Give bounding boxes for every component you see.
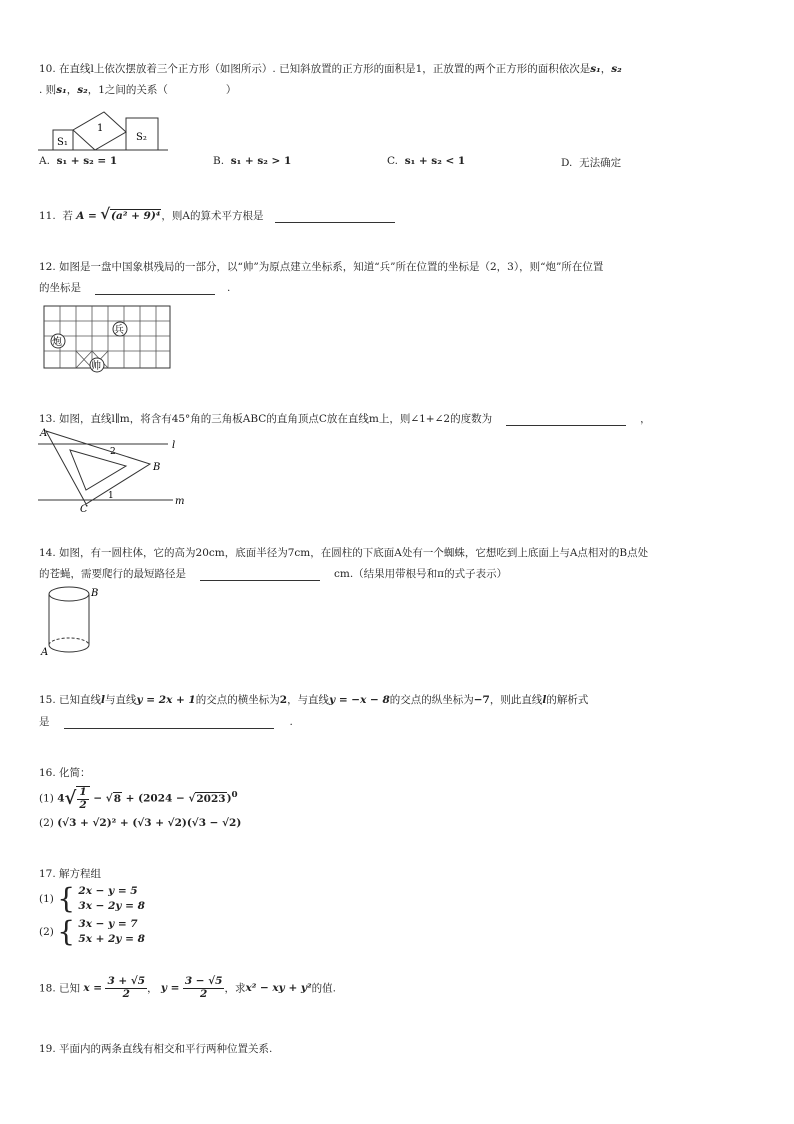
q17-title: 17. 解方程组 xyxy=(39,868,102,880)
q10-option-c: C. s₁ + s₂ < 1 xyxy=(387,155,466,167)
q11: 11. 若 A = √(a² + 9)⁴，则A的算术平方根是 xyxy=(39,205,395,223)
q15-line2: 是 . xyxy=(39,716,293,728)
q10-option-d: D. 无法确定 xyxy=(561,157,622,169)
label-l: l xyxy=(172,440,176,451)
q19: 19. 平面内的两条直线有相交和平行两种位置关系. xyxy=(39,1043,273,1055)
q15-line1: 15. 已知直线l与直线y = 2x + 1的交点的横坐标为2，与直线y = −x − 8的交点的纵坐标为−7，则此直线l的解析式 xyxy=(39,694,589,706)
q10-option-a: A. s₁ + s₂ = 1 xyxy=(39,155,118,167)
q16-title: 16. 化简： xyxy=(39,767,91,779)
label-m: m xyxy=(175,496,185,507)
label-b: B xyxy=(91,588,99,599)
q16-part2: (2) (√3 + √2)² + (√3 + √2)(√3 − √2) xyxy=(39,817,242,829)
label-s1: S₁ xyxy=(57,137,68,148)
label-s2: S₂ xyxy=(136,132,147,143)
label-c: C xyxy=(80,504,88,515)
q18: 18. 已知 x = $\frac{3 + √5}{2}$ ， y = $\frac{3 - √5}{2}$ ，求x² − xy + y²的值. xyxy=(39,975,336,1000)
q17-part2: (2) { 3x − y = 7 5x + 2y = 8 xyxy=(39,915,145,949)
q10-line1: 10. 在直线l上依次摆放着三个正方形（如图所示）. 已知斜放置的正方形的面积是1，正放置的两个正方形的面积依次是s₁，s₂ xyxy=(39,63,622,75)
q14-line2: 的苍蝇，需要爬行的最短路径是 cm.（结果用带根号和π的式子表示） xyxy=(39,568,508,580)
q17-part1: (1) { 2x − y = 5 3x − 2y = 8 xyxy=(39,882,145,916)
q10-line2: . 则s₁，s₂，1之间的关系（ ） xyxy=(39,84,237,96)
label-angle1: 1 xyxy=(108,491,114,501)
q10-squares-figure xyxy=(38,100,168,152)
q14-cylinder-figure xyxy=(38,582,108,660)
piece-pao: 炮 xyxy=(52,337,62,348)
label-b: B xyxy=(153,462,161,473)
piece-bing: 兵 xyxy=(114,325,124,336)
q12-chess-figure xyxy=(40,303,175,375)
q13: 13. 如图，直线l∥m，将含有45°角的三角板ABC的直角顶点C放在直线m上，则∠1+∠2的度数为 ， xyxy=(39,413,651,425)
label-1: 1 xyxy=(97,123,104,134)
q10-option-b: B. s₁ + s₂ > 1 xyxy=(213,155,292,167)
q12-line2: 的坐标是 . xyxy=(39,282,231,294)
piece-shuai: 帅 xyxy=(91,361,101,372)
label-a: A xyxy=(41,647,49,658)
q14-line1: 14. 如图，有一圆柱体，它的高为20cm，底面半径为7cm，在圆柱的下底面A处有一个蜘蛛，它想吃到上底面上与A点相对的B点处 xyxy=(39,547,649,559)
label-a: A xyxy=(40,428,48,439)
q16-part1: (1) 4√ $\frac{1}{2}$ − $√8 + (2024 - √2023)^0$ xyxy=(39,786,238,811)
q13-triangle-figure xyxy=(38,424,188,514)
q12-line1: 12. 如图是一盘中国象棋残局的一部分，以“帅”为原点建立坐标系，知道“兵”所在位置的坐标是（2，3），则“炮”所在位置 xyxy=(39,261,604,273)
label-angle2: 2 xyxy=(110,447,116,457)
